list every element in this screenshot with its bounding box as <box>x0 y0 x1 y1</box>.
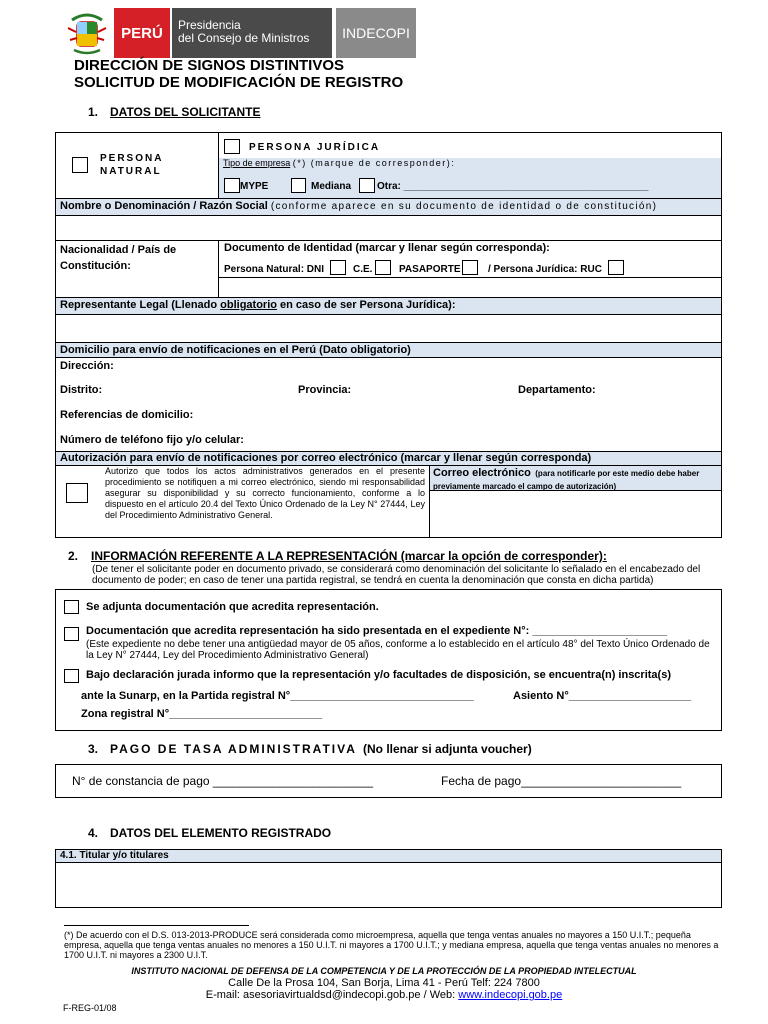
tipo-empresa-note: (*) (marque de corresponder): <box>292 158 456 168</box>
adjunta-checkbox[interactable] <box>64 600 79 614</box>
pj-ruc-label: / Persona Jurídica: RUC <box>488 264 602 275</box>
correo-label: Correo electrónico <box>433 467 531 479</box>
tipo-empresa-row <box>223 158 455 168</box>
web-link[interactable]: www.indecopi.gob.pe <box>458 989 563 1001</box>
persona-natural-label: PERSONA NATURAL <box>100 153 164 177</box>
expediente-label: Documentación que acredita representación ha sido presentada en el expediente N°: ______________________ <box>86 625 667 637</box>
direccion-label: Dirección: <box>60 360 114 372</box>
titular-label: 4.1. Titular y/o titulares <box>60 850 169 861</box>
persona-natural-checkbox[interactable] <box>72 157 88 173</box>
ce-checkbox[interactable] <box>375 260 391 275</box>
section3-title: PAGO DE TASA ADMINISTRATIVA <box>110 742 357 756</box>
correo-note: (para notificarle por este medio debe haber previamente marcado el campo de autorización) <box>433 469 700 491</box>
expediente-checkbox[interactable] <box>64 627 79 641</box>
declaracion-checkbox[interactable] <box>64 669 79 683</box>
otra-label: Otra: ____________________________________________ <box>377 181 649 192</box>
departamento-label: Departamento: <box>518 384 596 396</box>
titular-input[interactable] <box>56 863 721 907</box>
section4-title: DATOS DEL ELEMENTO REGISTRADO <box>110 826 332 840</box>
documento-input[interactable] <box>219 278 721 297</box>
correo-input[interactable] <box>430 491 721 537</box>
section4-number: 4. <box>88 826 99 840</box>
nombre-note: (conforme aparece en su documento de identidad o de constitución) <box>270 201 658 212</box>
autorizacion-label: Autorización para envío de notificaciones por correo electrónico (marcar y llenar según corresponda) <box>60 452 592 464</box>
autorizo-checkbox[interactable] <box>66 483 88 503</box>
contact-line <box>0 989 768 1001</box>
section1-number: 1. <box>88 105 99 119</box>
representante-input[interactable] <box>56 315 721 342</box>
constancia-field[interactable]: N° de constancia de pago ________________________ <box>72 774 374 788</box>
doc-title-1: DIRECCIÓN DE SIGNOS DISTINTIVOS <box>74 57 345 74</box>
section3-number: 3. <box>88 742 99 756</box>
partida-label: ante la Sunarp, en la Partida registral N°______________________________ <box>81 690 474 702</box>
mediana-checkbox[interactable] <box>291 178 306 193</box>
peru-coat-of-arms-icon <box>62 8 112 58</box>
pcm-line2: del Consejo de Ministros <box>178 31 310 45</box>
footnote: (*) De acuerdo con el D.S. 013-2013-PRODUCE será considerada como microempresa, aquella que tenga ventas anuales no mayores a 150 U.I.T.; pequeña empresa, aquella que tenga ventas anuales no menores a 150 U.I.T. ni mayores a 1700 U.I.T.; y mediana empresa, aquella que tenga ventas anuales no menores a 1700 U.I.T. ni mayores a 2300 U.I.T. <box>64 930 719 960</box>
referencias-label: Referencias de domicilio: <box>60 409 194 421</box>
indecopi-logo-block <box>336 8 416 58</box>
section1-title: DATOS DEL SOLICITANTE <box>110 105 261 119</box>
pasaporte-label: PASAPORTE <box>399 264 461 275</box>
section3-note: (No llenar si adjunta voucher) <box>363 742 532 756</box>
persona-juridica-label: PERSONA JURÍDICA <box>249 142 381 153</box>
representante-label: Representante Legal (Llenado obligatorio en caso de ser Persona Jurídica): <box>60 299 456 311</box>
nacionalidad-label: Nacionalidad / País de Constitución: <box>60 244 177 272</box>
mype-checkbox[interactable] <box>224 178 240 193</box>
form-code: F-REG-01/08 <box>63 1003 117 1013</box>
footnote-divider <box>64 925 249 926</box>
pcm-logo-block <box>172 8 332 58</box>
documento-label: Documento de Identidad (marcar y llenar según corresponda): <box>224 242 550 254</box>
distrito-label: Distrito: <box>60 384 103 396</box>
nombre-row <box>60 200 657 212</box>
provincia-label: Provincia: <box>298 384 352 396</box>
correo-label-block <box>433 466 719 492</box>
peru-text: PERÚ <box>121 24 163 42</box>
persona-juridica-checkbox[interactable] <box>224 139 240 154</box>
mediana-label: Mediana <box>311 181 352 192</box>
otra-checkbox[interactable] <box>359 178 375 193</box>
pcm-line1: Presidencia <box>178 18 241 32</box>
dni-checkbox[interactable] <box>330 260 346 275</box>
section2-number: 2. <box>68 549 79 563</box>
email-label: E-mail: asesoriavirtualdsd@indecopi.gob.pe / Web: <box>205 989 459 1001</box>
expediente-note: (Este expediente no debe tener una antigüedad mayor de 05 años, conforme a lo establecido en el artículo 48° del Texto Único Ordenado de la Ley N° 27444, Ley del Procedimiento Administrativo General) <box>86 639 710 661</box>
indecopi-text: INDECOPI <box>342 25 410 41</box>
pn-dni-label: Persona Natural: DNI <box>224 264 325 275</box>
ruc-checkbox[interactable] <box>608 260 624 275</box>
telefono-label: Número de teléfono fijo y/o celular: <box>60 434 244 446</box>
section2-title: INFORMACIÓN REFERENTE A LA REPRESENTACIÓN (marcar la opción de corresponder): <box>91 549 607 563</box>
pasaporte-checkbox[interactable] <box>462 260 478 275</box>
institute-name: INSTITUTO NACIONAL DE DEFENSA DE LA COMPETENCIA Y DE LA PROTECCIÓN DE LA PROPIEDAD INTELECTUAL <box>131 966 637 976</box>
declaracion-label: Bajo declaración jurada informo que la representación y/o facultades de disposición, se encuentra(n) inscrita(s) <box>86 669 671 681</box>
tipo-empresa-label: Tipo de empresa <box>223 158 291 168</box>
fecha-pago-field[interactable]: Fecha de pago________________________ <box>441 774 682 788</box>
adjunta-label: Se adjunta documentación que acredita representación. <box>86 601 379 613</box>
domicilio-label: Domicilio para envío de notificaciones en el Perú (Dato obligatorio) <box>60 344 411 356</box>
peru-logo-block <box>114 8 170 58</box>
ce-label: C.E. <box>353 264 373 275</box>
zona-label: Zona registral N°_________________________ <box>81 708 323 720</box>
nombre-label: Nombre o Denominación / Razón Social <box>60 200 268 212</box>
autorizo-text: Autorizo que todos los actos administrativos generados en el presente procedimiento se notifiquen a mi correo electrónico, siendo mi responsabilidad asegurar su disponibilidad y su correcto funcionamiento, conforme a lo dispuesto en el artículo 20.4 del Texto Único Ordenado de la Ley N° 27444, Ley del Procedimiento Administrativo General. <box>105 466 425 520</box>
doc-title-2: SOLICITUD DE MODIFICACIÓN DE REGISTRO <box>74 74 404 91</box>
nombre-input[interactable] <box>56 216 721 240</box>
address: Calle De la Prosa 104, San Borja, Lima 41 - Perú Telf: 224 7800 <box>228 977 540 989</box>
mype-label: MYPE <box>240 181 269 192</box>
asiento-label: Asiento N°____________________ <box>513 690 692 702</box>
section2-note: (De tener el solicitante poder en documento privado, se considerará como denominación del solicitante lo señalado en el encabezado del documento de poder; en caso de tener una partida registral, se tendrá en cuenta la denominación que consta en dicha partida) <box>92 564 701 586</box>
